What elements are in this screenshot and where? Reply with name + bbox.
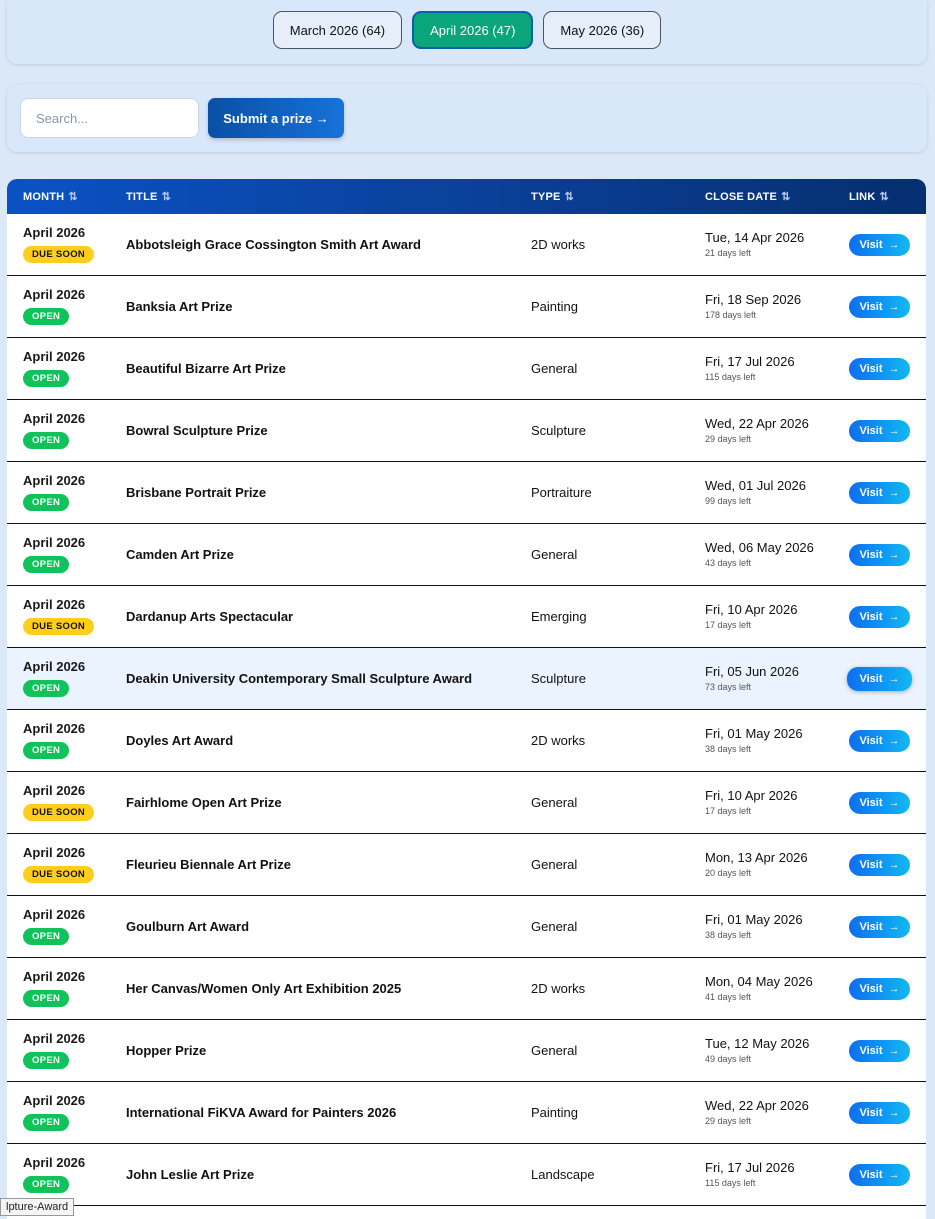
visit-label: Visit [859,487,883,499]
close-date: Fri, 18 Sep 2026 [705,292,802,307]
days-left: 99 days left [705,496,752,506]
visit-label: Visit [859,673,883,685]
close-date: Mon, 13 Apr 2026 [705,850,808,865]
url-tooltip: lpture-Award [0,1198,74,1216]
column-header-title[interactable] [126,190,171,203]
status-badge: OPEN [23,556,69,573]
status-badge: OPEN [23,308,69,325]
month-cell: April 2026 [23,1155,86,1170]
column-header-label: TITLE [126,190,158,203]
arrow-right-icon: → [888,983,900,995]
visit-button[interactable] [849,792,910,814]
visit-button[interactable] [849,730,910,752]
month-cell: April 2026 [23,969,86,984]
arrow-right-icon: → [888,1169,900,1181]
table-row [7,958,926,1020]
prize-type: Landscape [531,1167,595,1182]
days-left: 29 days left [705,1116,752,1126]
sort-icon: ⇅ [781,191,791,203]
prize-title: Deakin University Contemporary Small Sculpture Award [126,671,473,686]
arrow-right-icon: → [888,487,900,499]
days-left: 29 days left [705,434,752,444]
column-header-label: CLOSE DATE [705,190,778,203]
prize-type: 2D works [531,237,586,252]
visit-button[interactable] [849,1164,910,1186]
prize-title: International FiKVA Award for Painters 2026 [126,1105,397,1120]
visit-label: Visit [859,1107,883,1119]
table-row [7,834,926,896]
table-row [7,710,926,772]
prize-type: Sculpture [531,423,586,438]
arrow-right-icon: → [888,1045,900,1057]
status-badge: DUE SOON [23,618,94,635]
table-row [7,772,926,834]
close-date: Fri, 01 May 2026 [705,726,803,741]
arrow-right-icon: → [888,549,900,561]
days-left: 38 days left [705,744,752,754]
status-badge: OPEN [23,1052,69,1069]
status-badge: DUE SOON [23,866,94,883]
close-date: Wed, 22 Apr 2026 [705,1098,809,1113]
month-cell: April 2026 [23,783,86,798]
prize-title: John Leslie Art Prize [126,1167,255,1182]
month-cell: April 2026 [23,659,86,674]
close-date: Fri, 10 Apr 2026 [705,788,798,803]
arrow-right-icon: → [888,673,900,685]
status-badge: OPEN [23,494,69,511]
prize-type: Painting [531,1105,578,1120]
visit-label: Visit [859,1169,883,1181]
column-header-type[interactable] [531,190,574,203]
sort-icon: ⇅ [879,191,889,203]
month-cell: April 2026 [23,411,86,426]
visit-label: Visit [859,735,883,747]
month-cell: April 2026 [23,535,86,550]
arrow-right-icon: → [888,1107,900,1119]
prize-title: Fairhlome Open Art Prize [126,795,282,810]
status-badge: DUE SOON [23,804,94,821]
prize-type: General [531,361,578,376]
visit-button[interactable] [849,606,910,628]
arrow-right-icon: → [888,301,900,313]
prize-title: Hopper Prize [126,1043,207,1058]
month-cell: April 2026 [23,721,86,736]
prize-title: Fleurieu Biennale Art Prize [126,857,291,872]
table-row [7,524,926,586]
month-tab[interactable]: March 2026 (64) [273,11,402,49]
visit-button[interactable] [849,358,910,380]
close-date: Fri, 10 Apr 2026 [705,602,798,617]
month-tab[interactable]: May 2026 (36) [543,11,661,49]
visit-button[interactable] [849,544,910,566]
visit-label: Visit [859,921,883,933]
arrow-right-icon: → [888,921,900,933]
prize-type: 2D works [531,981,586,996]
column-header-label: TYPE [531,190,561,203]
sort-icon: ⇅ [564,191,574,203]
visit-label: Visit [859,1045,883,1057]
prize-title: Brisbane Portrait Prize [126,485,267,500]
arrow-right-icon: → [888,735,900,747]
month-cell: April 2026 [23,845,86,860]
table-row [7,462,926,524]
table-row [7,1144,926,1206]
prize-type: General [531,795,578,810]
table-header [7,179,926,214]
month-cell: April 2026 [23,225,86,240]
visit-label: Visit [859,859,883,871]
visit-button[interactable] [849,916,910,938]
table-row [7,214,926,276]
column-header-link[interactable] [849,190,889,203]
days-left: 178 days left [705,310,757,320]
sort-icon: ⇅ [68,191,78,203]
visit-label: Visit [859,301,883,313]
days-left: 17 days left [705,806,752,816]
prize-title: Banksia Art Prize [126,299,233,314]
close-date: Fri, 05 Jun 2026 [705,664,799,679]
close-date: Tue, 12 May 2026 [705,1036,810,1051]
close-date: Wed, 22 Apr 2026 [705,416,809,431]
days-left: 21 days left [705,248,752,258]
close-date: Fri, 17 Jul 2026 [705,1160,795,1175]
prize-type: Portraiture [531,485,592,500]
prize-type: General [531,919,578,934]
visit-button[interactable] [849,482,910,504]
sort-icon: ⇅ [161,191,171,203]
visit-button[interactable] [849,420,910,442]
visit-button[interactable] [849,1040,910,1062]
table-row [7,400,926,462]
visit-button[interactable] [849,296,910,318]
status-badge: OPEN [23,680,69,697]
prize-type: General [531,857,578,872]
arrow-right-icon: → [888,611,900,623]
prize-title: Doyles Art Award [126,733,234,748]
arrow-right-icon: → [888,425,900,437]
column-header-label: LINK [849,190,876,203]
visit-label: Visit [859,239,883,251]
table-row [7,338,926,400]
prize-type: Painting [531,299,578,314]
status-badge: OPEN [23,990,69,1007]
column-header-close-date[interactable] [705,190,791,203]
close-date: Mon, 04 May 2026 [705,974,813,989]
table-row [7,586,926,648]
table-body [7,214,926,1206]
prize-type: General [531,1043,578,1058]
days-left: 73 days left [705,682,752,692]
search-input[interactable] [20,98,199,138]
prize-type: Emerging [531,609,587,624]
prize-type: 2D works [531,733,586,748]
prizes-table [7,179,926,1219]
close-date: Fri, 01 May 2026 [705,912,803,927]
visit-label: Visit [859,983,883,995]
status-badge: OPEN [23,1176,69,1193]
submit-prize-button[interactable]: Submit a prize → [208,98,344,138]
visit-button[interactable] [847,667,912,691]
search-toolbar [7,84,927,152]
month-selector [7,0,927,64]
days-left: 41 days left [705,992,752,1002]
arrow-right-icon: → [888,239,900,251]
table-row [7,1082,926,1144]
close-date: Tue, 14 Apr 2026 [705,230,805,245]
month-cell: April 2026 [23,349,86,364]
prize-type: General [531,547,578,562]
days-left: 20 days left [705,868,752,878]
column-header-label: MONTH [23,190,65,203]
close-date: Wed, 06 May 2026 [705,540,814,555]
visit-label: Visit [859,549,883,561]
visit-label: Visit [859,797,883,809]
status-badge: OPEN [23,432,69,449]
month-cell: April 2026 [23,907,86,922]
days-left: 115 days left [705,372,756,382]
prize-title: Goulburn Art Award [126,919,250,934]
days-left: 17 days left [705,620,752,630]
table-row [7,648,926,710]
prize-type: Sculpture [531,671,586,686]
prize-title: Bowral Sculpture Prize [126,423,268,438]
table-row [7,896,926,958]
days-left: 38 days left [705,930,752,940]
arrow-right-icon: → [888,859,900,871]
status-badge: OPEN [23,928,69,945]
arrow-right-icon: → [888,797,900,809]
visit-button[interactable] [849,854,910,876]
visit-label: Visit [859,363,883,375]
visit-button[interactable] [849,1102,910,1124]
status-badge: OPEN [23,370,69,387]
prize-title: Camden Art Prize [126,547,234,562]
close-date: Wed, 01 Jul 2026 [705,478,806,493]
table-row [7,1020,926,1082]
visit-label: Visit [859,425,883,437]
days-left: 115 days left [705,1178,756,1188]
status-badge: OPEN [23,1114,69,1131]
visit-button[interactable] [849,234,910,256]
month-cell: April 2026 [23,287,86,302]
close-date: Fri, 17 Jul 2026 [705,354,795,369]
visit-label: Visit [859,611,883,623]
arrow-right-icon: → [888,363,900,375]
prize-title: Her Canvas/Women Only Art Exhibition 2025 [126,981,402,996]
column-header-month[interactable] [23,190,78,203]
table-row [7,276,926,338]
month-cell: April 2026 [23,597,86,612]
visit-button[interactable] [849,978,910,1000]
prize-title: Abbotsleigh Grace Cossington Smith Art Award [126,237,421,252]
month-tab[interactable]: April 2026 (47) [412,11,533,49]
status-badge: OPEN [23,742,69,759]
status-badge: DUE SOON [23,246,94,263]
prize-title: Beautiful Bizarre Art Prize [126,361,286,376]
month-cell: April 2026 [23,1031,86,1046]
prize-title: Dardanup Arts Spectacular [126,609,294,624]
days-left: 49 days left [705,1054,752,1064]
month-cell: April 2026 [23,1093,86,1108]
month-cell: April 2026 [23,473,86,488]
days-left: 43 days left [705,558,752,568]
